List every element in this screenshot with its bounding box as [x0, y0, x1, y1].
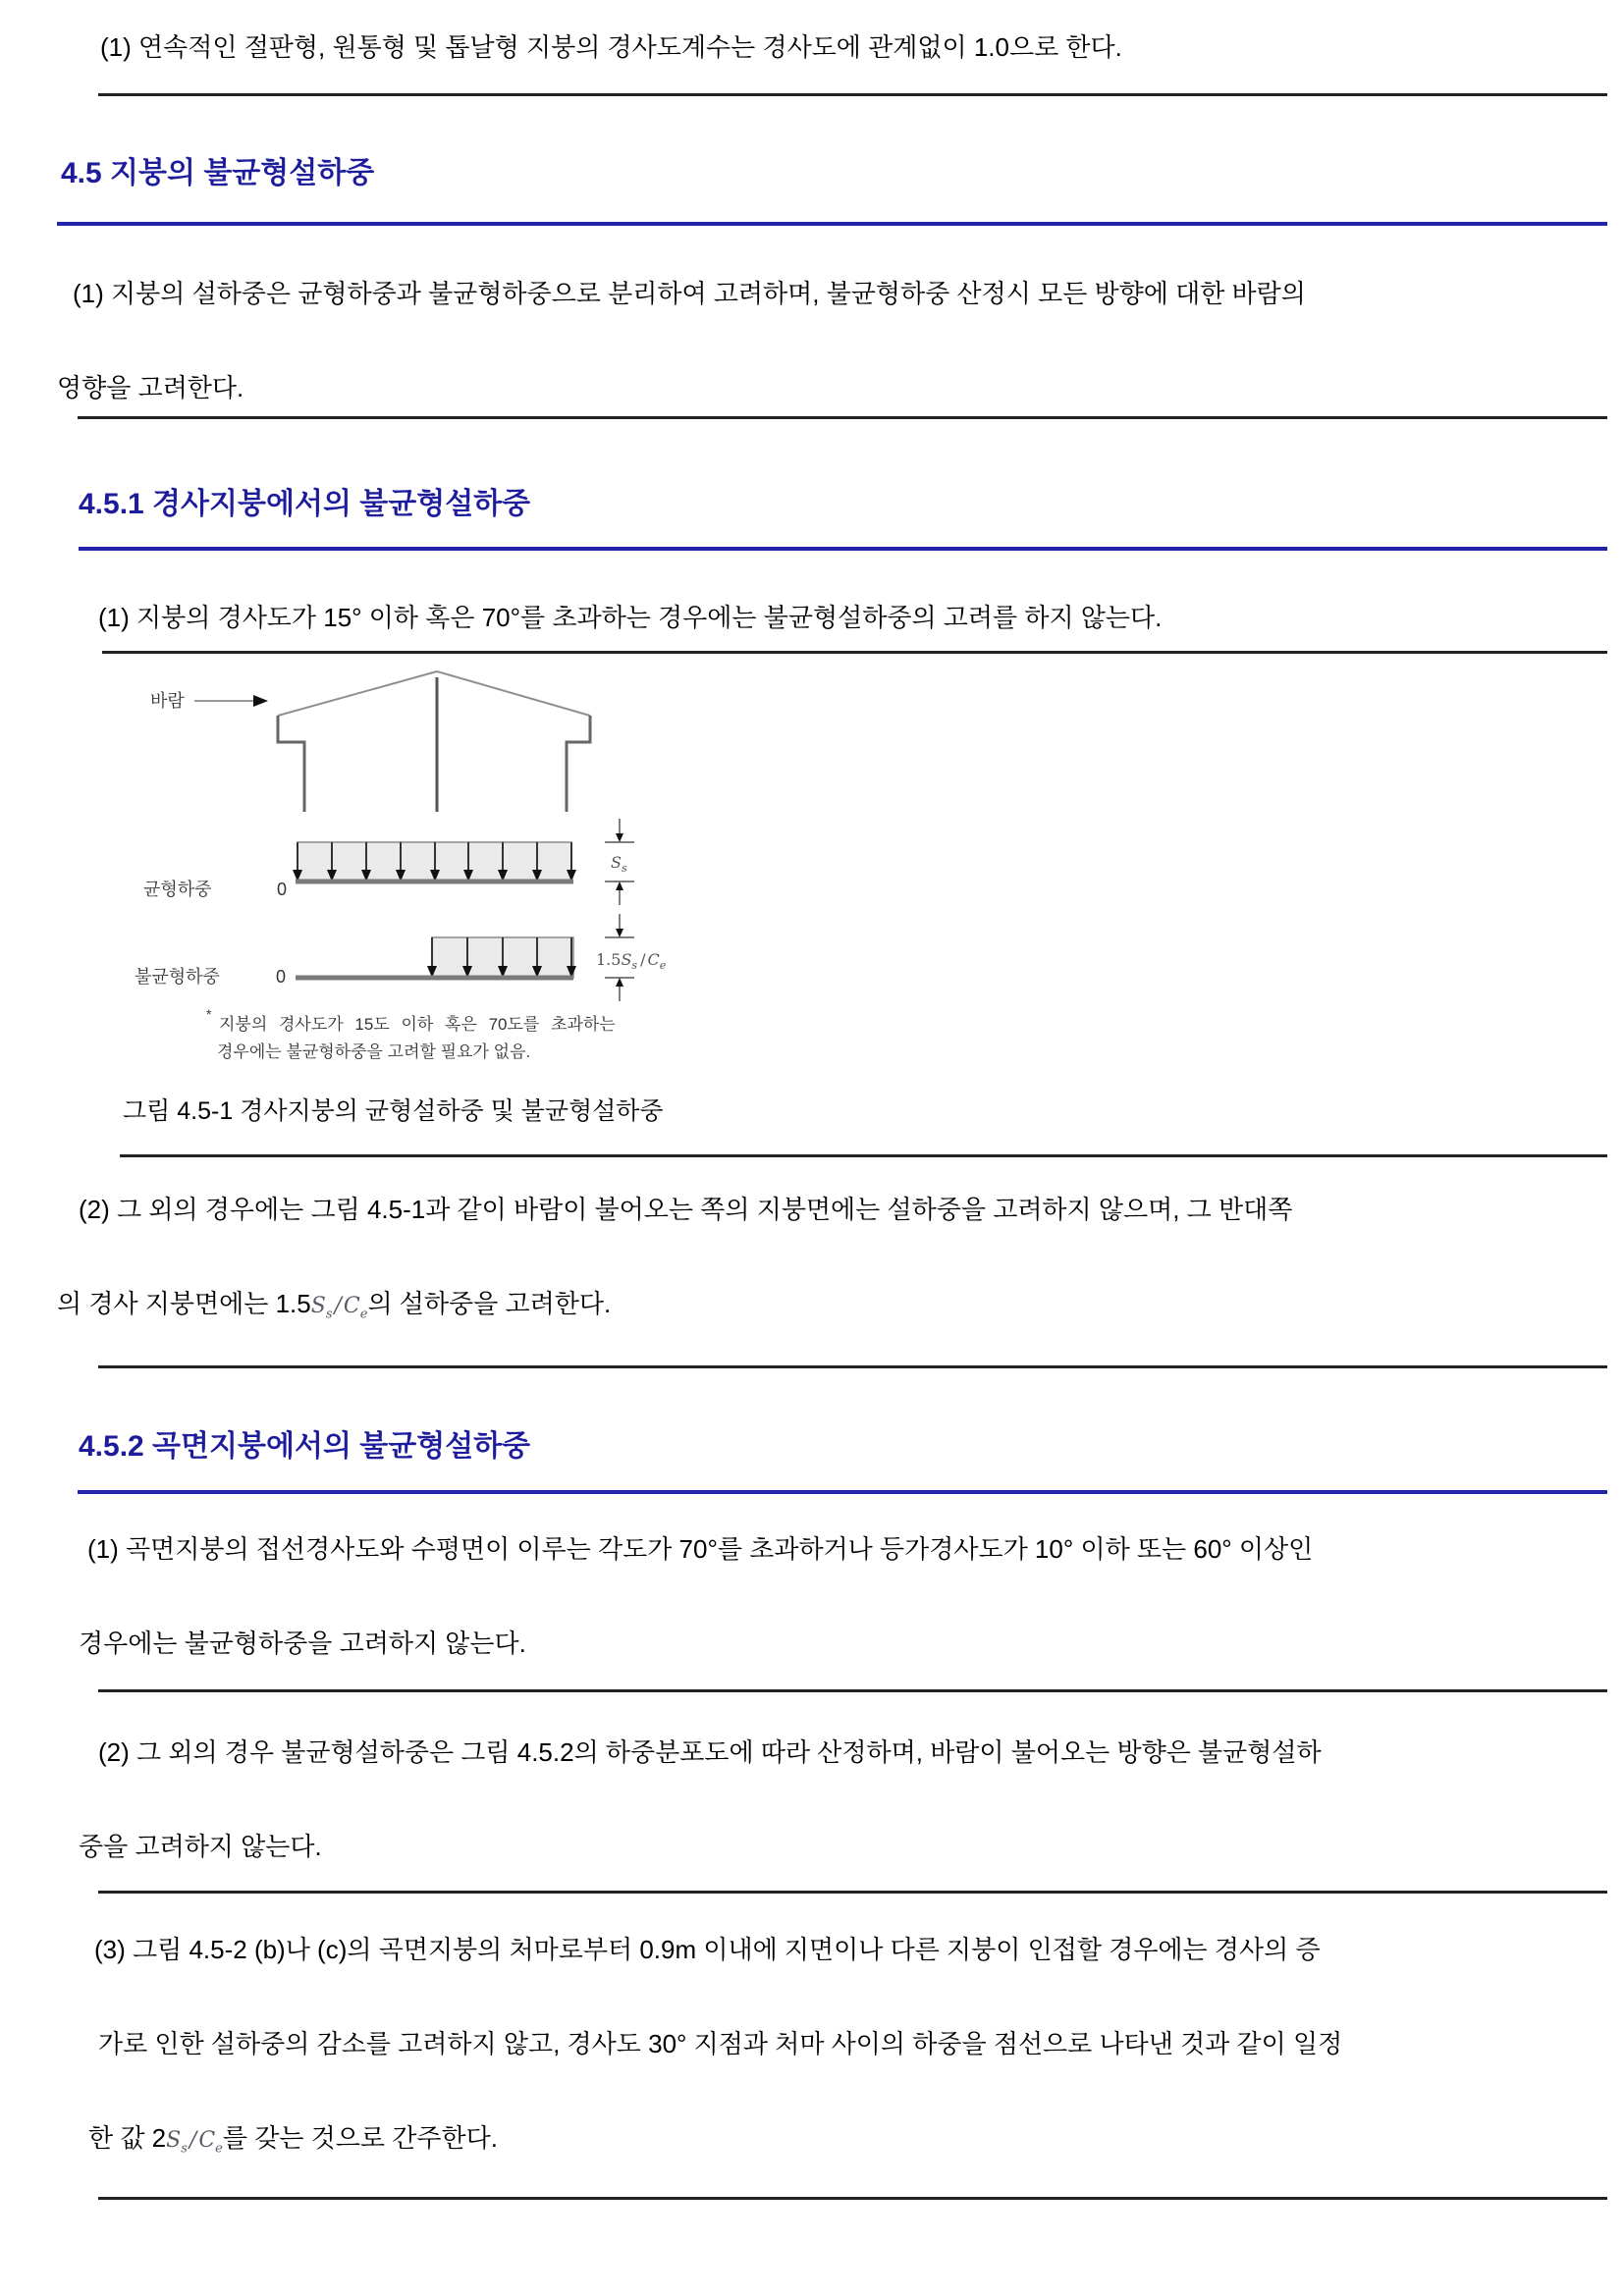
math-symbol-c: C: [343, 1294, 360, 1318]
paragraph-line: 영향을 고려한다.: [57, 373, 244, 402]
balanced-dimension: [605, 819, 634, 905]
wind-label: 바람: [150, 691, 185, 711]
math-subscript-e: e: [215, 2141, 223, 2157]
text-segment: 의 경사 지붕면에는 1.5: [57, 1289, 311, 1318]
paragraph-line: (3) 그림 4.5-2 (b)나 (c)의 곡면지붕의 처마로부터 0.9m 이내에 지면이나 다른 지붕이 인접할 경우에는 경사의 증: [94, 1935, 1321, 1965]
text-segment: 의 설하중을 고려한다.: [367, 1289, 612, 1318]
footnote-line-2: 경우에는 불균형하중을 고려할 필요가 없음.: [217, 1042, 531, 1061]
paragraph-line: (1) 연속적인 절판형, 원통형 및 톱날형 지붕의 경사도계수는 경사도에 관계없이 1.0으로 한다.: [100, 32, 1122, 62]
figure-footnote: [206, 1006, 616, 1061]
figure-snow-load-diagram: [108, 664, 677, 1076]
section-divider: [98, 1365, 1607, 1368]
paragraph-line: [88, 2091, 1624, 2196]
math-slash: /: [334, 1294, 342, 1318]
heading-divider: [79, 547, 1607, 551]
paragraph-curved-roof-range: [0, 1502, 1624, 1690]
paragraph-line: [57, 1256, 1624, 1362]
roof-cross-section: [278, 671, 590, 812]
heading-divider: [57, 222, 1607, 226]
section-divider: [120, 1154, 1607, 1157]
footnote-line-1: 지붕의 경사도가 15도 이하 혹은 70도를 초과하는: [219, 1015, 616, 1034]
paragraph-line: 가로 인한 설하중의 감소를 고려하지 않고, 경사도 30° 지점과 처마 사이의 하중을 점선으로 나타낸 것과 같이 일정: [98, 2029, 1343, 2059]
unbalanced-load-label: 불균형하중: [135, 967, 220, 987]
balanced-load-diagram: [143, 819, 634, 905]
section-divider: [98, 2197, 1607, 2200]
formula-2ss-over-ce: [166, 2128, 223, 2157]
formula-ss-over-ce: [310, 1294, 368, 1322]
roof-slopes: [278, 671, 590, 716]
unbalanced-zero-label: 0: [276, 967, 287, 987]
paragraph-eave-adjacency: [0, 1902, 1624, 2196]
math-subscript-s: s: [325, 1307, 333, 1322]
paragraph-leeward-load: [0, 1162, 1624, 1362]
balanced-zero-label: 0: [277, 880, 288, 899]
paragraph-curved-roof-distribution: [0, 1705, 1624, 1894]
math-subscript-s: s: [181, 2141, 188, 2157]
paragraph-line: (1) 지붕의 경사도가 15° 이하 혹은 70°를 초과하는 경우에는 불균형설하중의 고려를 하지 않는다.: [98, 603, 1163, 632]
footnote-asterisk: *: [206, 1006, 212, 1022]
snow-load-figure: [108, 664, 677, 1076]
figure-caption: 그림 4.5-1 경사지붕의 균형설하중 및 불균형설하중: [123, 1097, 664, 1125]
text-segment: 한 값 2: [88, 2123, 167, 2154]
math-subscript-e: e: [359, 1307, 368, 1322]
unbalanced-load-diagram: [135, 914, 667, 1001]
math-slash: /: [189, 2128, 197, 2154]
section-heading-4-5: 4.5 지붕의 불균형설하중: [61, 157, 375, 189]
paragraph-unbalanced-intro: [0, 246, 1624, 435]
balanced-load-label: 균형하중: [143, 880, 212, 899]
right-wall: [567, 716, 590, 812]
left-wall: [278, 716, 304, 812]
math-symbol-c: C: [198, 2128, 216, 2154]
math-symbol-s: S: [310, 1294, 326, 1318]
paragraph-line: (1) 지붕의 설하중은 균형하중과 불균형하중으로 분리하여 고려하며, 불균형하중 산정시 모든 방향에 대한 바람의: [73, 279, 1306, 308]
paragraph-line: (2) 그 외의 경우에는 그림 4.5-1과 같이 바람이 불어오는 쪽의 지붕면에는 설하중을 고려하지 않으며, 그 반대쪽: [79, 1195, 1293, 1224]
paragraph-line: 중을 고려하지 않는다.: [79, 1832, 322, 1862]
paragraph-line: (1) 곡면지붕의 접선경사도와 수평면이 이루는 각도가 70°를 초과하거나 등가경사도가 10° 이하 또는 60° 이상인: [87, 1534, 1314, 1565]
heading-divider: [78, 1490, 1607, 1494]
wind-arrow-icon: [253, 695, 268, 707]
unbalanced-dimension: [596, 914, 667, 1001]
dimension-15ssce-label: $1.5S_s / C_e$: [596, 950, 667, 972]
paragraph-line: 경우에는 불균형하중을 고려하지 않는다.: [79, 1629, 526, 1659]
section-heading-4-5-1: 4.5.1 경사지붕에서의 불균형설하중: [79, 488, 531, 520]
math-symbol-s: S: [166, 2128, 182, 2154]
section-divider: [78, 416, 1607, 419]
section-heading-4-5-2: 4.5.2 곡면지붕에서의 불균형설하중: [79, 1430, 531, 1464]
paragraph-slope-factor: [0, 0, 1624, 94]
paragraph-line: (2) 그 외의 경우 불균형설하중은 그림 4.5.2의 하중분포도에 따라 산정하며, 바람이 불어오는 방향은 불균형설하: [98, 1737, 1322, 1768]
section-divider: [98, 1891, 1607, 1894]
dimension-ss-label: $S_s$: [611, 853, 627, 875]
text-segment: 를 갖는 것으로 간주한다.: [222, 2123, 498, 2154]
